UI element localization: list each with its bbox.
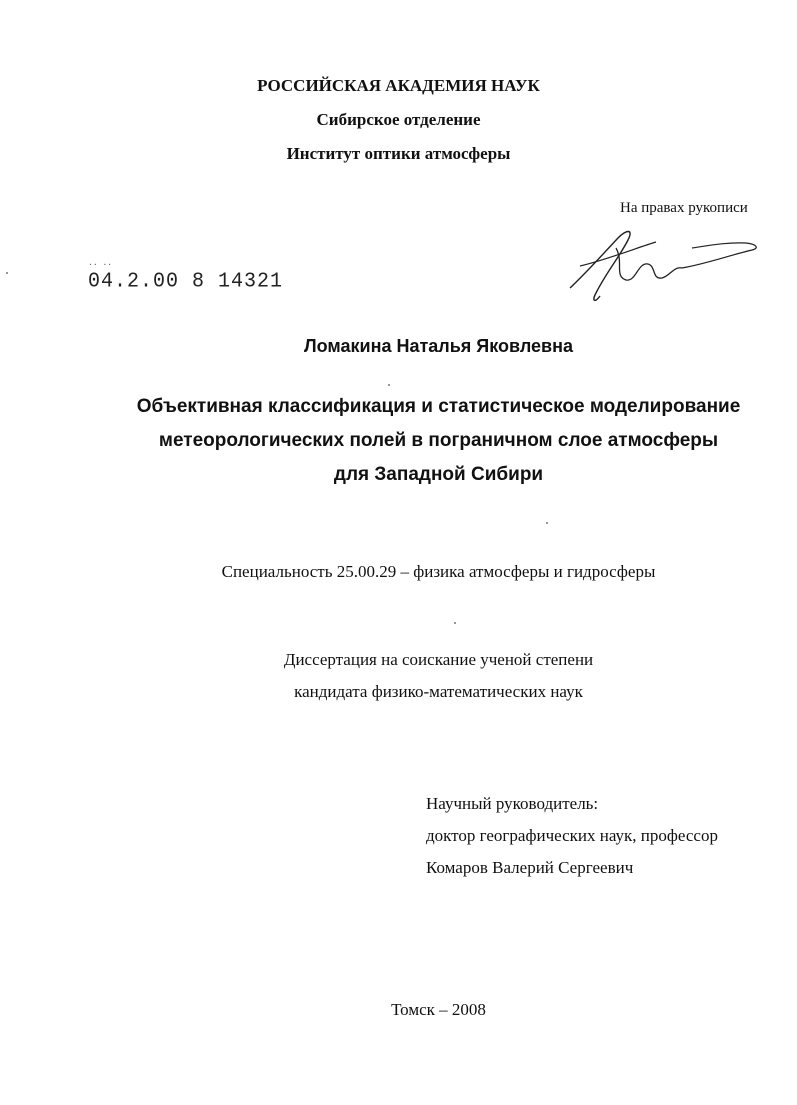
title-line-1: Объективная классификация и статистическое моделирование [136, 396, 741, 417]
scan-speck [454, 622, 456, 624]
supervisor-name: Комаров Валерий Сергеевич [426, 858, 634, 877]
supervisor-label: Научный руководитель: [426, 794, 599, 813]
dissertation-line-2: кандидата физико-математических наук [294, 682, 583, 701]
title-line-2: метеорологических полей в пограничном слое атмосферы [158, 430, 719, 451]
archive-number: 04.2.00 8 14321 [88, 269, 284, 294]
manuscript-note: На правах рукописи [620, 200, 748, 216]
scan-speck [546, 522, 548, 524]
dissertation-line-1: Диссертация на соискание ученой степени [283, 650, 594, 669]
scan-speck [388, 384, 390, 386]
specialty-line: Специальность 25.00.29 – физика атмосферы и гидросферы [221, 562, 656, 581]
supervisor-degree: доктор географических наук, профессор [426, 826, 718, 845]
archive-stamp-marks: .. .. [88, 258, 113, 267]
academy-heading: РОССИЙСКАЯ АКАДЕМИЯ НАУК [257, 76, 540, 95]
institute-heading: Институт оптики атмосферы [286, 144, 511, 163]
signature-image [566, 218, 766, 308]
branch-heading: Сибирское отделение [316, 110, 481, 129]
title-line-3: для Западной Сибири [333, 464, 544, 485]
place-year: Томск – 2008 [391, 1000, 486, 1019]
scan-speck [6, 272, 8, 274]
author-name: Ломакина Наталья Яковлевна [304, 336, 573, 356]
